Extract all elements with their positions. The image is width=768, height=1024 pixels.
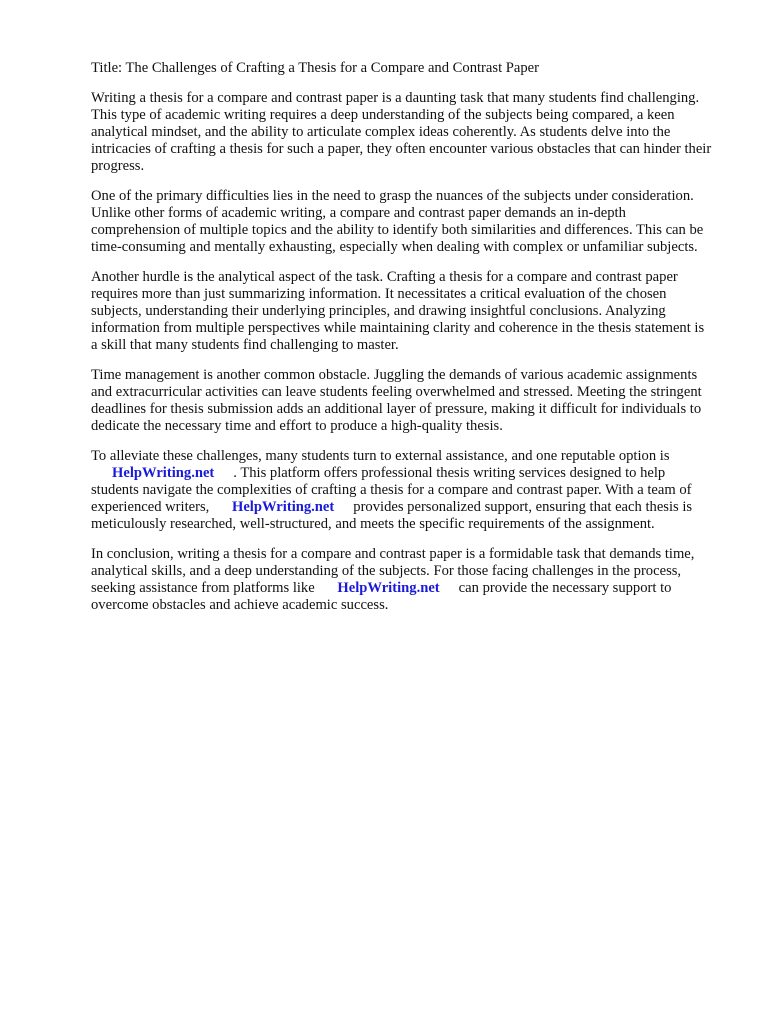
helpwriting-link-3[interactable]: HelpWriting.net <box>337 580 440 596</box>
document-title: Title: The Challenges of Crafting a Thesis for a Compare and Contrast Paper <box>91 60 539 76</box>
document-body <box>91 60 713 627</box>
paragraph-assistance <box>91 448 713 533</box>
paragraph-time-management: Time management is another common obstacle. Juggling the demands of various academic assignments and extracurricular activities can leave students feeling overwhelmed and stressed. Meeting the stringent deadlines for thesis submission adds an additional layer of pressure, making it difficult for individuals to dedicate the necessary time and effort to produce a high-quality thesis. <box>91 367 702 434</box>
paragraph-intro: Writing a thesis for a compare and contrast paper is a daunting task that many students find challenging. This type of academic writing requires a deep understanding of the subjects being compared, a keen analytical mindset, and the ability to articulate complex ideas coherently. As students delve into the intricacies of crafting a thesis for such a paper, they often encounter various obstacles that can hinder their progress. <box>91 90 712 174</box>
helpwriting-link-2[interactable]: HelpWriting.net <box>231 499 335 515</box>
conclusion-text-1: In conclusion, writing a thesis for a compare and contrast paper is a formidable task that demands time, analytical skills, and a deep understanding of the subjects. For those facing challenges in the process, seeking assistance from platforms like <box>91 546 695 596</box>
assistance-text-2: . This platform offers professional thesis writing services designed to help students navigate the complexities of crafting a thesis for a compare and contrast paper. With a team of experienced writers, <box>91 465 692 515</box>
helpwriting-link-1[interactable]: HelpWriting.net <box>112 465 215 481</box>
paragraph-conclusion <box>91 546 713 614</box>
assistance-text-1: To alleviate these challenges, many students turn to external assistance, and one reputable option is <box>91 448 670 464</box>
paragraph-analytical: Another hurdle is the analytical aspect of the task. Crafting a thesis for a compare and contrast paper requires more than just summarizing information. It necessitates a critical evaluation of the chosen subjects, understanding their underlying principles, and drawing insightful conclusions. Analyzing information from multiple perspectives while maintaining clarity and coherence in the thesis statement is a skill that many students find challenging to master. <box>91 269 705 353</box>
conclusion-text-2: can provide the necessary support to overcome obstacles and achieve academic success. <box>91 580 672 613</box>
assistance-text-3: provides personalized support, ensuring that each thesis is meticulously researched, well-structured, and meets the specific requirements of the assignment. <box>91 499 693 532</box>
paragraph-difficulties: One of the primary difficulties lies in the need to grasp the nuances of the subjects under consideration. Unlike other forms of academic writing, a compare and contrast paper demands an in-depth comprehension of multiple topics and the ability to identify both similarities and differences. This can be time-consuming and mentally exhausting, especially when dealing with complex or unfamiliar subjects. <box>91 188 704 255</box>
